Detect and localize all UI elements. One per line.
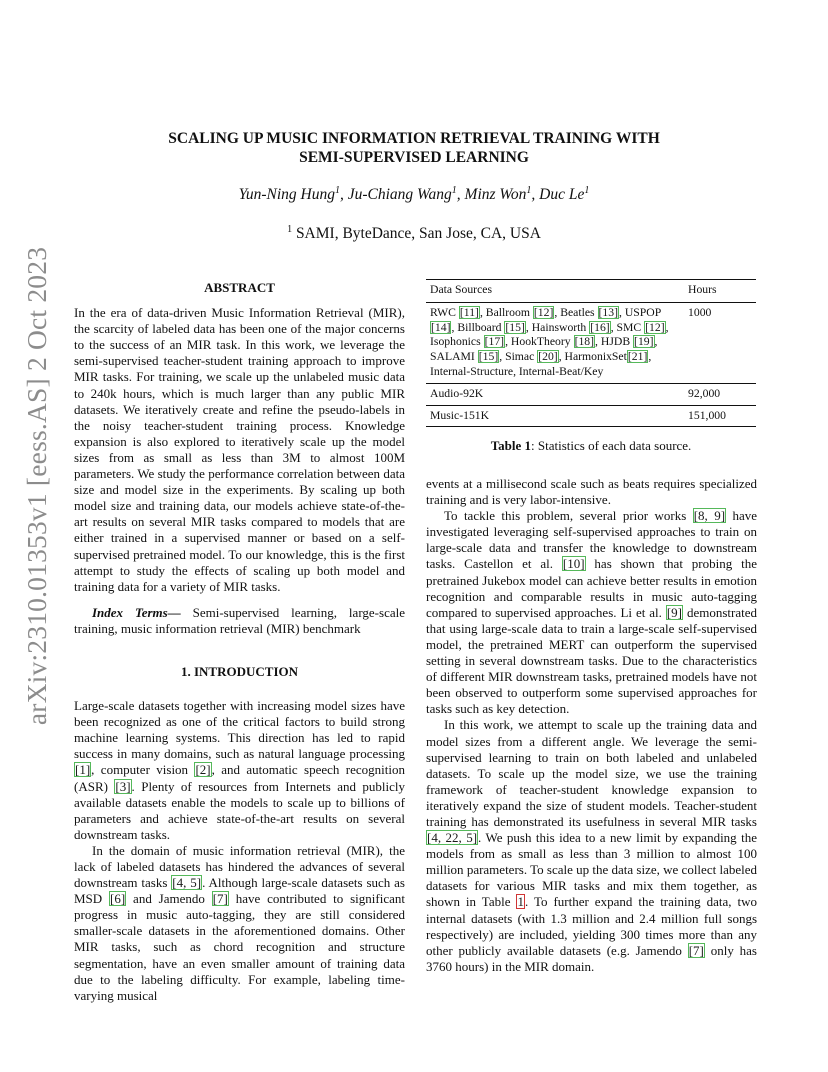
abstract-heading: ABSTRACT <box>204 280 275 295</box>
abstract-body: In the era of data-driven Music Information Retrieval (MIR), the scarcity of labeled data has been one of the major concerns to the success of an MIR task. In this work, we leverage the semi-supervised teacher-student training approach to improve MIR tasks. For training, we scale up the unlabeled music data to 240k hours, which is much larger than any public MIR datasets. We iteratively create and refine the pseudo-labels in the noisy teacher-student training process. Knowledge expansion is also explored to iteratively scale up the model sizes from as small as less than 3M to almost 100M parameters. We study the performance correlation between data size and model size in the experiments. By scaling up both model size and training data, our models achieve state-of-the-art results on several MIR tasks compared to models that are either trained in a supervised manner or based on a self-supervised pretrained model. To our knowledge, this is the first attempt to study the effects of scaling up both model and training data for a variety of MIR tasks. <box>74 305 405 594</box>
citation-link[interactable]: [2] <box>195 762 211 778</box>
author-list: Yun-Ning Hung$^1$, Ju-Chiang Wang$^1$, Minz Won$^1$, Duc Le$^1$ <box>238 184 590 203</box>
citation-link[interactable]: [14] <box>431 320 451 334</box>
author-name: Duc Le <box>539 186 585 203</box>
citation-link[interactable]: [13] <box>598 305 619 319</box>
table-cell-hours: 92,000 <box>688 386 721 400</box>
author-affiliation-mark: 1 <box>584 184 590 196</box>
source-name: , Simac <box>499 350 538 364</box>
citation-link[interactable]: [15] <box>478 350 499 364</box>
citation-link[interactable]: [1] <box>75 762 91 778</box>
citation-link[interactable]: [8, 9] <box>693 508 726 524</box>
citation-link[interactable]: [4, 22, 5] <box>427 830 478 846</box>
source-name: , Isophonics <box>430 320 669 349</box>
paragraph-text: . We push this idea to a new limit by expanding the models from as small as less than 3 million to almost 100 million parameters. To scale up the data size, we collect labeled datasets for various MIR tasks and mix them together, as shown in Table <box>426 830 757 910</box>
citation-link[interactable]: [15] <box>505 320 525 334</box>
citation-link[interactable]: [17] <box>484 335 505 349</box>
paragraph-text: . Although large-scale datasets such as MSD <box>74 875 405 907</box>
paragraph-text: To tackle this problem, several prior works <box>444 508 693 524</box>
table-caption-text: : Statistics of each data source. <box>531 438 692 453</box>
intro-paragraph-1 <box>74 698 405 843</box>
intro-paragraph-4 <box>426 508 757 717</box>
table-cell-sources: Music-151K <box>430 408 490 422</box>
source-name: , Hainsworth <box>525 320 590 334</box>
source-name: , Internal-Structure, Internal-Beat/Key <box>430 350 652 378</box>
author-affiliation-mark: 1 <box>451 184 457 196</box>
section-heading-introduction: 1. INTRODUCTION <box>180 663 298 679</box>
affiliation <box>100 225 728 243</box>
arxiv-identifier <box>20 246 54 726</box>
citation-link[interactable]: [9] <box>666 604 683 620</box>
citation-link[interactable]: [12] <box>645 320 665 334</box>
source-name: , SMC <box>610 320 645 334</box>
table-row <box>426 383 756 405</box>
citation-link[interactable]: [11] <box>459 305 479 319</box>
intro-paragraph-2 <box>74 843 405 1004</box>
citation-link[interactable]: [19] <box>634 335 654 349</box>
left-column <box>74 280 405 1004</box>
citation-link[interactable]: [21] <box>627 350 648 364</box>
table-cell-sources: Audio-92K <box>430 386 484 400</box>
paragraph-text: , computer vision <box>91 762 195 778</box>
source-name: , SALAMI <box>430 335 658 364</box>
paragraph-text: only has 3760 hours) in the MIR domain. <box>426 942 757 974</box>
table-caption <box>426 438 756 454</box>
paragraph-text: . Plenty of resources from Internets and publicly available datasets enable the models to scale up to billions of parameters and achieve state-of-the-art results on several downstream tasks. <box>74 778 406 842</box>
table-data-sources <box>426 279 756 427</box>
table-header-row <box>426 280 756 303</box>
intro-paragraph-5 <box>426 717 757 975</box>
paragraph-text: , and automatic speech recognition (ASR) <box>74 762 405 794</box>
paragraph-text: and Jamendo <box>126 891 212 907</box>
index-terms-label: Index Terms— <box>92 604 181 620</box>
index-terms <box>74 605 405 637</box>
citation-link[interactable]: [18] <box>574 335 595 349</box>
source-name: , USPOP <box>619 305 661 319</box>
source-name: , HJDB <box>595 335 634 349</box>
citation-link[interactable]: [3] <box>115 778 131 794</box>
author-affiliation-mark: 1 <box>526 184 532 196</box>
citation-link[interactable]: [6] <box>110 891 126 907</box>
table-row <box>426 302 756 383</box>
affiliation-text: SAMI, ByteDance, San Jose, CA, USA <box>295 225 541 242</box>
table-header-data-sources: Data Sources <box>430 283 492 296</box>
source-name: , Billboard <box>451 320 505 334</box>
paragraph-text: demonstrated that using large-scale data to train a large-scale self-supervised model, the pretrained MERT can outperform the supervised setting in several downstream tasks. Due to the characteristics of different MIR downstream tasks, pretrained models have not been observed to outperform some supervised approaches for tasks such as key detection. <box>426 604 757 717</box>
paragraph-text: have investigated leveraging self-supervised approaches to train on large-scale data and transfer the knowledge to downstream tasks. Castellon et al. <box>426 508 757 572</box>
author-name: Ju-Chiang Wang <box>347 186 452 203</box>
paper-title <box>100 129 728 167</box>
paragraph-text: In this work, we attempt to scale up the training data and model sizes from a different angle. We leverage the semi-supervised learning to train on both labeled and unlabeled datasets. To scale up the model size, we use the training framework of teacher-student knowledge expansion to iteratively expand the size of student models. Teacher-student training has demonstrated its usefulness in several MIR tasks <box>426 717 757 829</box>
author-affiliation-mark: 1 <box>334 184 340 196</box>
table-reference-link[interactable]: 1 <box>517 894 524 910</box>
arxiv-identifier-text: arXiv:2310.01353v1 [eess.AS] 2 Oct 2023 <box>21 246 53 726</box>
right-column <box>426 476 757 975</box>
citation-link[interactable]: [7] <box>688 942 704 958</box>
table-cell-sources <box>426 302 684 383</box>
table-caption-label: Table 1 <box>490 438 532 453</box>
author-name: Minz Won <box>464 186 527 203</box>
source-name: , Ballroom <box>479 305 533 319</box>
table-cell-hours: 1000 <box>688 305 712 319</box>
citation-link[interactable]: [12] <box>533 305 554 319</box>
source-name: , HookTheory <box>505 335 574 349</box>
paragraph-text: In the domain of music information retrieval (MIR), the lack of labeled datasets has hindered the advances of several downstream tasks <box>74 842 405 891</box>
intro-paragraph-3: events at a millisecond scale such as beats requires specialized training and is very labor-intensive. <box>426 476 757 508</box>
citation-link[interactable]: [16] <box>590 320 610 334</box>
citation-link[interactable]: [7] <box>212 891 228 907</box>
citation-link[interactable]: [20] <box>538 350 558 364</box>
source-name: RWC <box>430 305 459 319</box>
paragraph-text: Large-scale datasets together with increasing model sizes have been recognized as one of the critical factors to build strong machine learning systems. This direction has led to rapid success in many domains, such as natural language processing <box>74 698 405 762</box>
title-line-2: SEMI-SUPERVISED LEARNING <box>299 149 529 166</box>
table-row <box>426 405 756 427</box>
citation-link[interactable]: [4, 5] <box>172 875 202 891</box>
table-header-hours: Hours <box>688 283 717 296</box>
paragraph-text: have contributed to significant progress in music auto-tagging, they are still considered smaller-scale datasets in the aforementioned domains. Other MIR tasks, such as chord recognition and structure segmentation, have an even smaller amount of training data due to the labeling difficulty. For example, labeling time-varying musical <box>74 891 405 1003</box>
index-terms-text: Semi-supervised learning, large-scale training, music information retrieval (MIR) benchmark <box>74 604 405 636</box>
citation-link[interactable]: [10] <box>562 556 585 572</box>
paragraph-text: has shown that probing the pretrained Jukebox model can achieve better results in emotion recognition and comparable results in music auto-tagging compared to supervised approaches. Li et al. <box>426 556 758 620</box>
title-line-1: SCALING UP MUSIC INFORMATION RETRIEVAL TRAINING WITH <box>168 130 660 147</box>
source-name: , Beatles <box>554 305 598 319</box>
source-name: , HarmonixSet <box>558 350 627 364</box>
table-cell-hours: 151,000 <box>688 408 726 422</box>
affiliation-mark: 1 <box>287 223 293 235</box>
paragraph-text: . To further expand the training data, two internal datasets (with 1.3 million and 2.4 million full songs respectively) are included, yielding 300 times more than any other publicly available datasets (e.g. Jamendo <box>426 894 757 958</box>
author-name: Yun-Ning Hung <box>238 186 335 203</box>
